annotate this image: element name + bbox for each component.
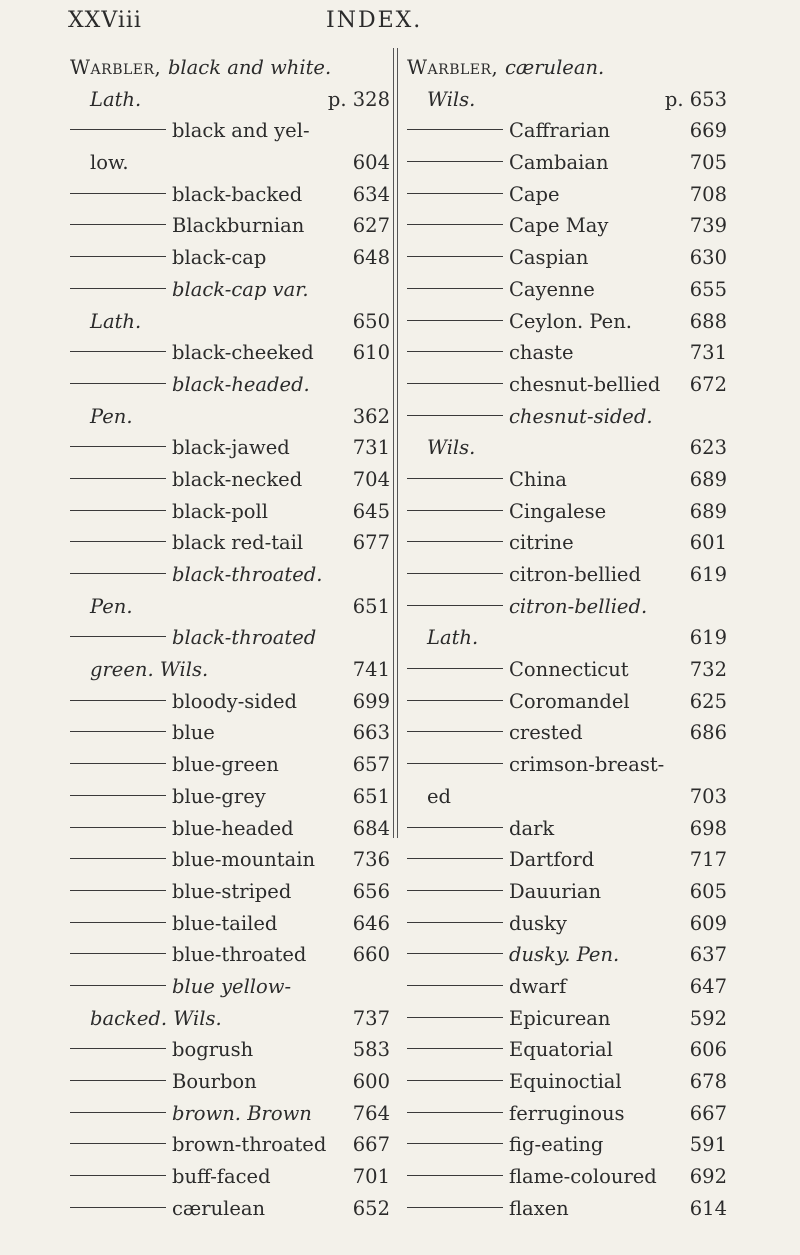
entry-label: low. [90,151,129,175]
entry-label: blue-green [172,753,279,777]
column-divider [393,48,394,838]
index-entry [70,908,390,940]
ditto-rule [407,256,503,257]
page-title: INDEX. [326,8,423,33]
ditto-rule [70,858,166,859]
index-entry [70,1193,390,1225]
entry-label: blue [172,721,215,745]
ditto-rule [70,1207,166,1208]
entry-label: ferruginous [509,1101,625,1125]
ditto-rule [407,320,503,321]
page-reference: 583 [352,1038,390,1062]
index-entry [70,971,390,1003]
index-entry [407,337,727,369]
entry-label: Cayenne [509,277,595,301]
ditto-rule [70,256,166,257]
ditto-rule [70,763,166,764]
index-entry [407,84,727,116]
index-entry [70,1129,390,1161]
entry-label-italic: cærulean. [504,56,605,79]
entry-label: dark [509,816,555,840]
ditto-rule [407,351,503,352]
page-reference: 699 [352,689,390,713]
entry-label: chesnut-sided. [509,404,653,428]
ditto-rule [70,922,166,923]
index-entry [407,115,727,147]
index-entry [70,1098,390,1130]
index-entry [407,52,727,84]
ditto-rule [70,446,166,447]
index-entry [407,1003,727,1035]
index-entry [407,179,727,211]
ditto-rule [407,858,503,859]
entry-label: Warbler, [70,56,168,79]
ditto-rule [70,636,166,637]
page-reference: 656 [352,879,390,903]
index-entry [407,781,727,813]
index-entry [70,1161,390,1193]
index-entry [70,844,390,876]
index-entry [407,1193,727,1225]
page-reference: p. 328 [327,87,390,111]
index-entry [407,147,727,179]
index-entry [407,654,727,686]
ditto-rule [70,383,166,384]
page-reference: p. 653 [664,87,727,111]
entry-label: Dauurian [509,879,602,903]
index-entry [70,369,390,401]
page-reference: 667 [689,1101,727,1125]
index-entry [70,591,390,623]
entry-label: citron-bellied. [509,594,648,618]
page-reference: 647 [689,974,727,998]
ditto-rule [407,922,503,923]
ditto-rule [407,573,503,574]
index-entry [407,274,727,306]
entry-label: Lath. [90,309,142,333]
page-reference: 663 [352,721,390,745]
page-reference: 650 [352,309,390,333]
index-entry [70,337,390,369]
page-reference: 672 [689,372,727,396]
entry-label: black-throated [172,626,317,650]
entry-label: bloody-sided [172,689,298,713]
index-entry [407,622,727,654]
ditto-rule [407,1175,503,1176]
page-reference: 606 [689,1038,727,1062]
page-reference: 604 [352,151,390,175]
entry-label: Wils. [427,87,476,111]
index-entry [70,115,390,147]
ditto-rule [407,1112,503,1113]
ditto-rule [407,890,503,891]
page-reference: 627 [352,214,390,238]
page-reference: 708 [689,182,727,206]
page-reference: 689 [689,499,727,523]
page-reference: 688 [689,309,727,333]
ditto-rule [70,351,166,352]
ditto-rule [407,129,503,130]
ditto-rule [407,1207,503,1208]
index-entry [407,1161,727,1193]
index-entry [70,84,390,116]
page-reference: 609 [689,911,727,935]
ditto-rule [70,129,166,130]
page-reference: 630 [689,246,727,270]
index-entry [407,1098,727,1130]
page-reference: 623 [689,436,727,460]
ditto-rule [70,731,166,732]
page-reference: 625 [689,689,727,713]
ditto-rule [407,510,503,511]
entry-label: brown. Brown [172,1101,312,1125]
index-entry [70,717,390,749]
entry-label: crested [509,721,583,745]
ditto-rule [70,1112,166,1113]
right-column [407,52,727,1224]
ditto-rule [70,541,166,542]
page-reference: 701 [352,1165,390,1189]
entry-label: blue-mountain [172,848,316,872]
entry-label: brown-throated [172,1133,327,1157]
entry-label: cærulean [172,1196,266,1220]
index-entry [407,559,727,591]
index-entry [70,1034,390,1066]
page-reference: 651 [352,594,390,618]
ditto-rule [70,953,166,954]
index-entry [407,527,727,559]
index-entry [70,939,390,971]
page-header [68,8,728,48]
ditto-rule [407,700,503,701]
entry-label: Dartford [509,848,595,872]
ditto-rule [407,383,503,384]
page-reference: 646 [352,911,390,935]
index-entry [70,274,390,306]
entry-label: Pen. [90,404,133,428]
index-entry [407,591,727,623]
entry-label: black-poll [172,499,269,523]
page-reference: 600 [352,1070,390,1093]
entry-label: Bourbon [172,1070,257,1093]
index-entry [70,559,390,591]
ditto-rule [70,224,166,225]
entry-label: black-backed [172,182,303,206]
entry-label: Caffrarian [509,119,611,143]
entry-label: Caspian [509,246,589,270]
entry-label: dusky [509,911,567,935]
ditto-rule [407,415,503,416]
ditto-rule [70,1175,166,1176]
ditto-rule [70,700,166,701]
ditto-rule [407,478,503,479]
page-reference: 637 [689,943,727,967]
entry-label: flame-coloured [509,1165,657,1189]
page-reference: 705 [689,151,727,175]
index-entry [407,401,727,433]
page-reference: 592 [689,1006,727,1030]
entry-label: Ceylon. Pen. [509,309,632,333]
entry-label: Equatorial [509,1038,613,1062]
index-entry [407,813,727,845]
page-reference: 704 [352,467,390,491]
entry-label: black-throated. [172,563,323,586]
entry-label: chaste [509,341,574,365]
page-reference: 732 [689,658,727,682]
entry-label: Wils. [427,436,476,460]
index-entry [407,939,727,971]
page-reference: 657 [352,753,390,777]
entry-label: blue-tailed [172,911,278,935]
entry-label: Cape May [509,214,609,238]
page-reference: 601 [689,531,727,555]
entry-label: citron-bellied [509,563,641,586]
entry-label: Warbler, [407,56,505,79]
index-entry [407,971,727,1003]
ditto-rule [407,541,503,542]
ditto-rule [407,1143,503,1144]
entry-label: Lath. [90,87,142,111]
index-entry [407,844,727,876]
entry-label: Connecticut [509,658,629,682]
page-reference: 698 [689,816,727,840]
index-entry [70,179,390,211]
page-reference: 703 [689,784,727,808]
page-reference: 648 [352,246,390,270]
index-entry [407,242,727,274]
entry-label: green. Wils. [90,658,209,682]
index-entry [70,654,390,686]
ditto-rule [70,510,166,511]
ditto-rule [407,1017,503,1018]
index-entry [70,242,390,274]
entry-label: backed. Wils. [90,1006,222,1030]
entry-label: Coromandel [509,689,630,713]
index-entry [407,369,727,401]
index-entry [70,1003,390,1035]
index-entry [70,781,390,813]
ditto-rule [407,224,503,225]
index-entry [70,401,390,433]
ditto-rule [407,161,503,162]
entry-label: black red-tail [172,531,304,555]
entry-label: blue-striped [172,879,292,903]
page-reference: 645 [352,499,390,523]
entry-label: ed [427,784,452,808]
page-reference: 619 [689,626,727,650]
entry-label: bogrush [172,1038,254,1062]
ditto-rule [407,763,503,764]
entry-label: blue-throated [172,943,307,967]
index-entry [70,686,390,718]
index-entry [70,210,390,242]
entry-label: black and yel- [172,119,310,143]
ditto-rule [70,795,166,796]
entry-label: dusky. Pen. [509,943,620,967]
ditto-rule [407,953,503,954]
page-reference: 362 [352,404,390,428]
page-reference: 614 [689,1196,727,1220]
entry-label: Cingalese [509,499,607,523]
index-entry [70,527,390,559]
ditto-rule [407,605,503,606]
index-entry [70,306,390,338]
ditto-rule [407,193,503,194]
index-entry [407,876,727,908]
index-entry [70,749,390,781]
page-reference: 741 [352,658,390,682]
entry-label: citrine [509,531,574,555]
index-entry [407,464,727,496]
entry-label: blue-grey [172,784,266,808]
page-reference: 739 [689,214,727,238]
ditto-rule [70,1143,166,1144]
index-entry [407,749,727,781]
index-entry [70,147,390,179]
entry-label: blue yellow- [172,974,292,998]
entry-label: black-cap var. [172,277,309,301]
page-reference: 686 [689,721,727,745]
ditto-rule [70,890,166,891]
page-number: XXViii [68,8,142,33]
ditto-rule [70,1080,166,1081]
page-reference: 610 [352,341,390,365]
left-column [70,52,390,1224]
page-reference: 689 [689,467,727,491]
entry-label: Pen. [90,594,133,618]
index-entry [407,1129,727,1161]
entry-label: Equinoctial [509,1070,622,1093]
entry-label: black-jawed [172,436,290,460]
entry-label: black-cheeked [172,341,314,365]
index-entry [407,1066,727,1098]
index-entry [407,496,727,528]
ditto-rule [70,573,166,574]
entry-label: Blackburnian [172,214,305,238]
page-reference: 669 [689,119,727,143]
ditto-rule [407,668,503,669]
entry-label: Cambaian [509,151,609,175]
index-entry [70,876,390,908]
ditto-rule [407,1080,503,1081]
entry-label: buff-faced [172,1165,271,1189]
index-entry [407,717,727,749]
page-reference: 731 [352,436,390,460]
page-reference: 677 [352,531,390,555]
page-reference: 651 [352,784,390,808]
page-reference: 619 [689,563,727,586]
page-reference: 737 [352,1006,390,1030]
ditto-rule [407,827,503,828]
ditto-rule [407,1048,503,1049]
entry-label-italic: black and white. [167,56,332,79]
ditto-rule [407,288,503,289]
ditto-rule [70,827,166,828]
entry-label: crimson-breast- [509,753,665,777]
page-reference: 731 [689,341,727,365]
ditto-rule [407,731,503,732]
index-entry [407,686,727,718]
index-entry [407,1034,727,1066]
index-entry [70,622,390,654]
page-reference: 605 [689,879,727,903]
page-reference: 678 [689,1070,727,1093]
index-entry [70,496,390,528]
index-entry [407,210,727,242]
entry-label: Cape [509,182,560,206]
page-reference: 717 [689,848,727,872]
entry-label: chesnut-bellied [509,372,661,396]
page-reference: 655 [689,277,727,301]
page-reference: 692 [689,1165,727,1189]
entry-label: flaxen [509,1196,569,1220]
index-entry [407,908,727,940]
index-entry [70,432,390,464]
index-entry [70,813,390,845]
entry-label: blue-headed [172,816,294,840]
ditto-rule [70,985,166,986]
index-entry [70,52,390,84]
page-reference: 764 [352,1101,390,1125]
entry-label: China [509,467,567,491]
entry-label: black-headed. [172,372,310,396]
entry-label: Lath. [427,626,479,650]
ditto-rule [70,478,166,479]
ditto-rule [407,985,503,986]
page-reference: 652 [352,1196,390,1220]
entry-label: fig-eating [509,1133,604,1157]
entry-label: black-cap [172,246,267,270]
ditto-rule [70,1048,166,1049]
page-reference: 591 [689,1133,727,1157]
index-entry [70,464,390,496]
entry-label: black-necked [172,467,303,491]
entry-label: dwarf [509,974,567,998]
page-reference: 684 [352,816,390,840]
entry-label: Epicurean [509,1006,611,1030]
index-entry [407,432,727,464]
index-entry [407,306,727,338]
page-reference: 660 [352,943,390,967]
ditto-rule [70,193,166,194]
page-reference: 736 [352,848,390,872]
index-entry [70,1066,390,1098]
page-reference: 634 [352,182,390,206]
ditto-rule [70,288,166,289]
page-reference: 667 [352,1133,390,1157]
